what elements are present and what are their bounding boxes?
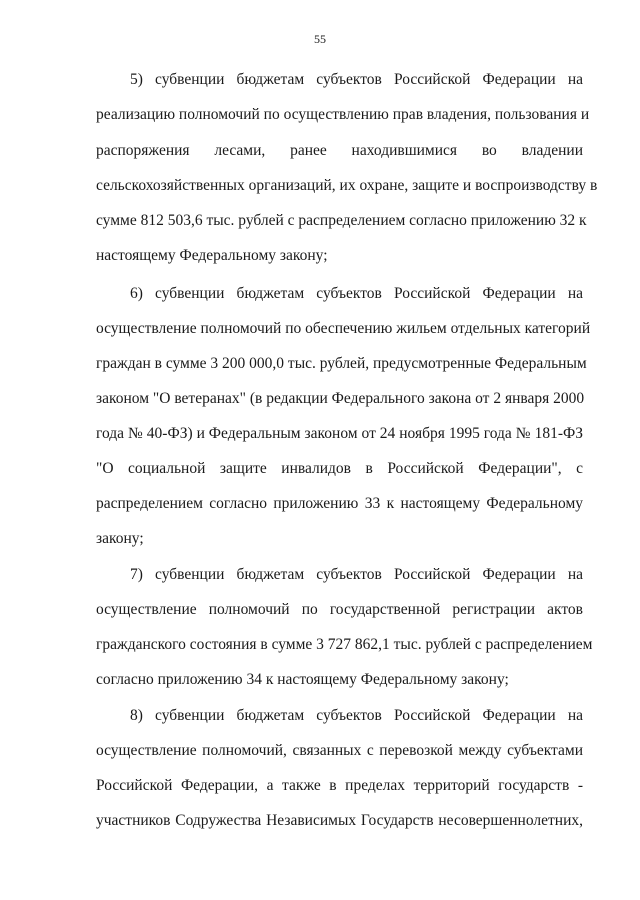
text-line: 8) субвенции бюджетам субъектов Российской Федерации на [130, 707, 583, 724]
text-line: гражданского состояния в сумме 3 727 862,1 тыс. рублей с распределением [96, 636, 593, 653]
text-line: законом "О ветеранах" (в редакции Федерального закона от 2 января 2000 [96, 390, 585, 407]
text-line: 5) субвенции бюджетам субъектов Российской Федерации на [130, 71, 583, 88]
text-line: настоящему Федеральному закону; [96, 247, 328, 264]
text-line: 6) субвенции бюджетам субъектов Российской Федерации на [130, 285, 583, 302]
text-line: распределением согласно приложению 33 к настоящему Федеральному [96, 495, 583, 512]
text-line: 7) субвенции бюджетам субъектов Российской Федерации на [130, 566, 583, 583]
text-line: осуществление полномочий, связанных с перевозкой между субъектами [96, 742, 583, 759]
text-line: граждан в сумме 3 200 000,0 тыс. рублей, предусмотренные Федеральным [96, 355, 587, 372]
page-number: 55 [314, 32, 326, 46]
text-line: согласно приложению 34 к настоящему Федеральному закону; [96, 671, 509, 688]
text-line: реализацию полномочий по осуществлению прав владения, пользования и [96, 106, 590, 123]
text-line: Российской Федерации, а также в пределах территорий государств - [96, 777, 583, 794]
text-line: распоряжения лесами, ранее находившимися во владении [96, 142, 583, 159]
text-line: осуществление полномочий по государственной регистрации актов [96, 601, 583, 618]
text-line: "О социальной защите инвалидов в Российской Федерации", с [96, 460, 583, 477]
text-line: сельскохозяйственных организаций, их охране, защите и воспроизводству в [96, 177, 598, 194]
text-line: года № 40-ФЗ) и Федеральным законом от 24 ноября 1995 года № 181-ФЗ [96, 425, 583, 442]
text-line: сумме 812 503,6 тыс. рублей с распределением согласно приложению 32 к [96, 212, 587, 229]
text-line: закону; [96, 530, 144, 547]
text-line: участников Содружества Независимых Государств несовершеннолетних, [96, 812, 583, 829]
text-line: осуществление полномочий по обеспечению жильем отдельных категорий [96, 320, 591, 337]
